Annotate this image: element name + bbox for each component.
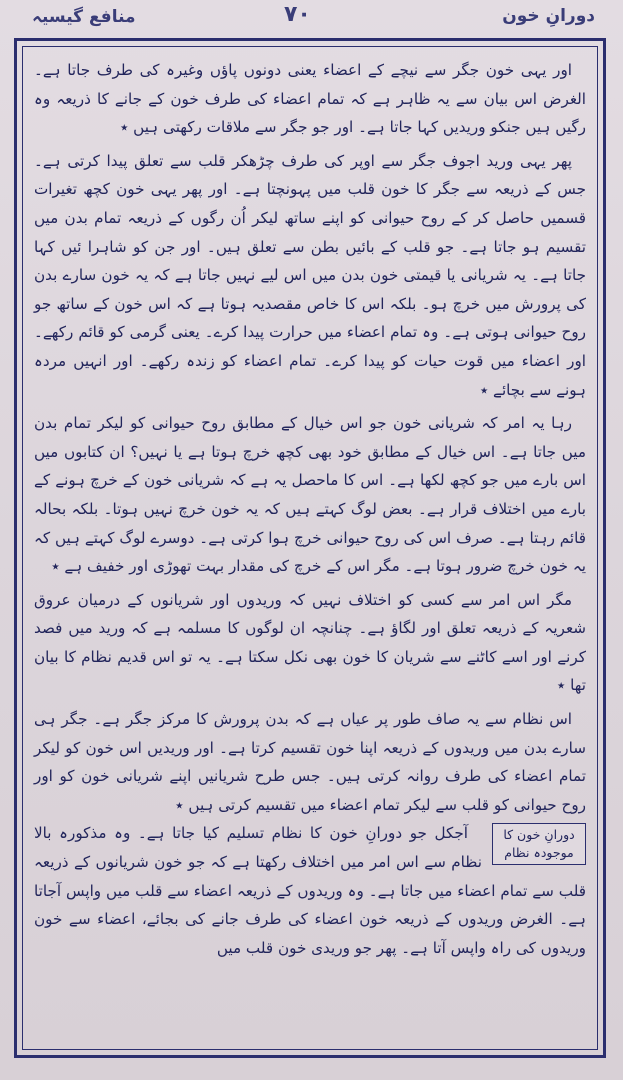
- paragraph-2: پھر یہی ورید اجوف جگر سے اوپر کی طرف چڑھکر قلب سے تعلق پیدا کرتی ہے۔ جس کے ذریعہ سے جگر کا خون قلب میں پہونچتا ہے۔ اور پھر یہی خون کچھ تغیرات قسمیں حاصل کر کے روح حیوانی کو اپنے ساتھ لیکر اُن رگوں کے ذریعہ تمام بدن میں تقسیم ہو جاتا ہے۔ جو قلب کے بائیں بطن سے تعلق ہیں۔ اور جن کو شاہرا ئیں کہا جاتا ہے۔ یہ شریانی یا قیمتی خون بدن میں اس لیے نہیں جاتا ہے کہ یہ خون سارے بدن کی پرورش میں خرچ ہو۔ بلکہ اس کا خاص مقصدیہ ہوتا ہے کہ اس خون کے ساتھ جو روح حیوانی ہوتی ہے۔ وہ تمام اعضاء میں حرارت پیدا کرے۔ یعنی گرمی کو قائم رکھے۔ اور اعضاء میں قوت حیات کو پیدا کرے۔ تمام اعضاء کو زندہ رکھے۔ اور انہیں مردہ ہونے سے بچائے ٭: [34, 151, 586, 399]
- margin-note-box: دورانِ خون کا موجودہ نظام: [492, 823, 586, 865]
- paragraph-6: آجکل جو دورانِ خون کا نظام تسلیم کیا جاتا ہے۔ وہ مذکورہ بالا نظام سے اس امر میں اختلاف رکھتا ہے کہ جو خون شریانوں کے ذریعہ قلب سے تمام اعضاء میں جاتا ہے۔ وہ وریدوں کے ذریعہ اعضاء سے قلب میں واپس آجاتا ہے۔ الغرض وریدوں کے ذریعہ خون اعضاء کی طرف جانے کی بجائے، اعضاء سے خون وریدوں کی راہ واپس آتا ہے۔ پھر جو وریدی خون قلب میں: [34, 824, 586, 957]
- paragraph-5: اس نظام سے یہ صاف طور پر عیاں ہے کہ بدن پرورش کا مرکز جگر ہے۔ جگر ہی سارے بدن میں وریدوں کے ذریعہ اپنا خون تقسیم کرتا ہے۔ اور وریدیں اس خون کو لیکر تمام اعضاء کی طرف روانہ کرتی ہیں۔ جس طرح شریانیں اپنے شریانی خون کو اور روح حیوانی کو قلب سے لیکر تمام اعضاء میں تقسیم کرتی ہیں ٭: [34, 710, 586, 814]
- paragraph-1: اور یہی خون جگر سے نیچے کے اعضاء یعنی دونوں پاؤں وغیرہ کی طرف جاتا ہے۔ الغرض اس بیان سے یہ ظاہر ہے کہ تمام اعضاء کی طرف خون کے جانے کا ذریعہ وہ رگیں ہیں جنکو وریدیں کہا جاتا ہے۔ اور جو جگر سے ملاقات رکھتی ہیں ٭: [34, 61, 586, 137]
- page-number: ۷۰: [284, 2, 311, 27]
- header-chapter-title: دورانِ خون: [502, 6, 595, 26]
- paragraph-6-wrap: [34, 819, 586, 962]
- paragraph-3: رہا یہ امر کہ شریانی خون جو اس خیال کے مطابق روح حیوانی کو لیکر تمام بدن میں جاتا ہے۔ اس خیال کے مطابق خود بھی کچھ خرچ ہوتا ہے یا نہیں؟ ان کتابوں میں اس بارے میں جو کچھ لکھا ہے۔ اس کا ماحصل یہ ہے کہ شریانی خون کے خرچ ہونے کے بارے میں اختلاف قرار ہے۔ بعض لوگ کہتے ہیں کہ یہ خون خرچ نہیں ہوتا۔ بلکہ بحالہ قائم رہتا ہے۔ صرف اس کی روح حیوانی خرچ ہوا کرتی ہے۔ دوسرے لوگ کہتے ہیں کہ یہ خون خرچ ضرور ہوتا ہے۔ مگر اس کے خرچ کی مقدار بہت تھوڑی اور خفیف ہے ٭: [34, 414, 586, 576]
- header-book-title: منافع گیسیہ: [32, 7, 136, 27]
- running-header: [14, 4, 609, 34]
- paragraph-4: مگر اس امر سے کسی کو اختلاف نہیں کہ وریدوں اور شریانوں کے درمیان عروق شعریہ کے ذریعہ تعلق اور لگاؤ ہے۔ چنانچہ ان لوگوں کا مسلمہ ہے کہ ورید میں فصد کرنے اور اسے کاٹنے سے شریان کا خون بھی نکل سکتا ہے۔ یہ تو اس قدیم نظام کا بیان تھا ٭: [34, 590, 586, 695]
- body-text: [34, 56, 586, 962]
